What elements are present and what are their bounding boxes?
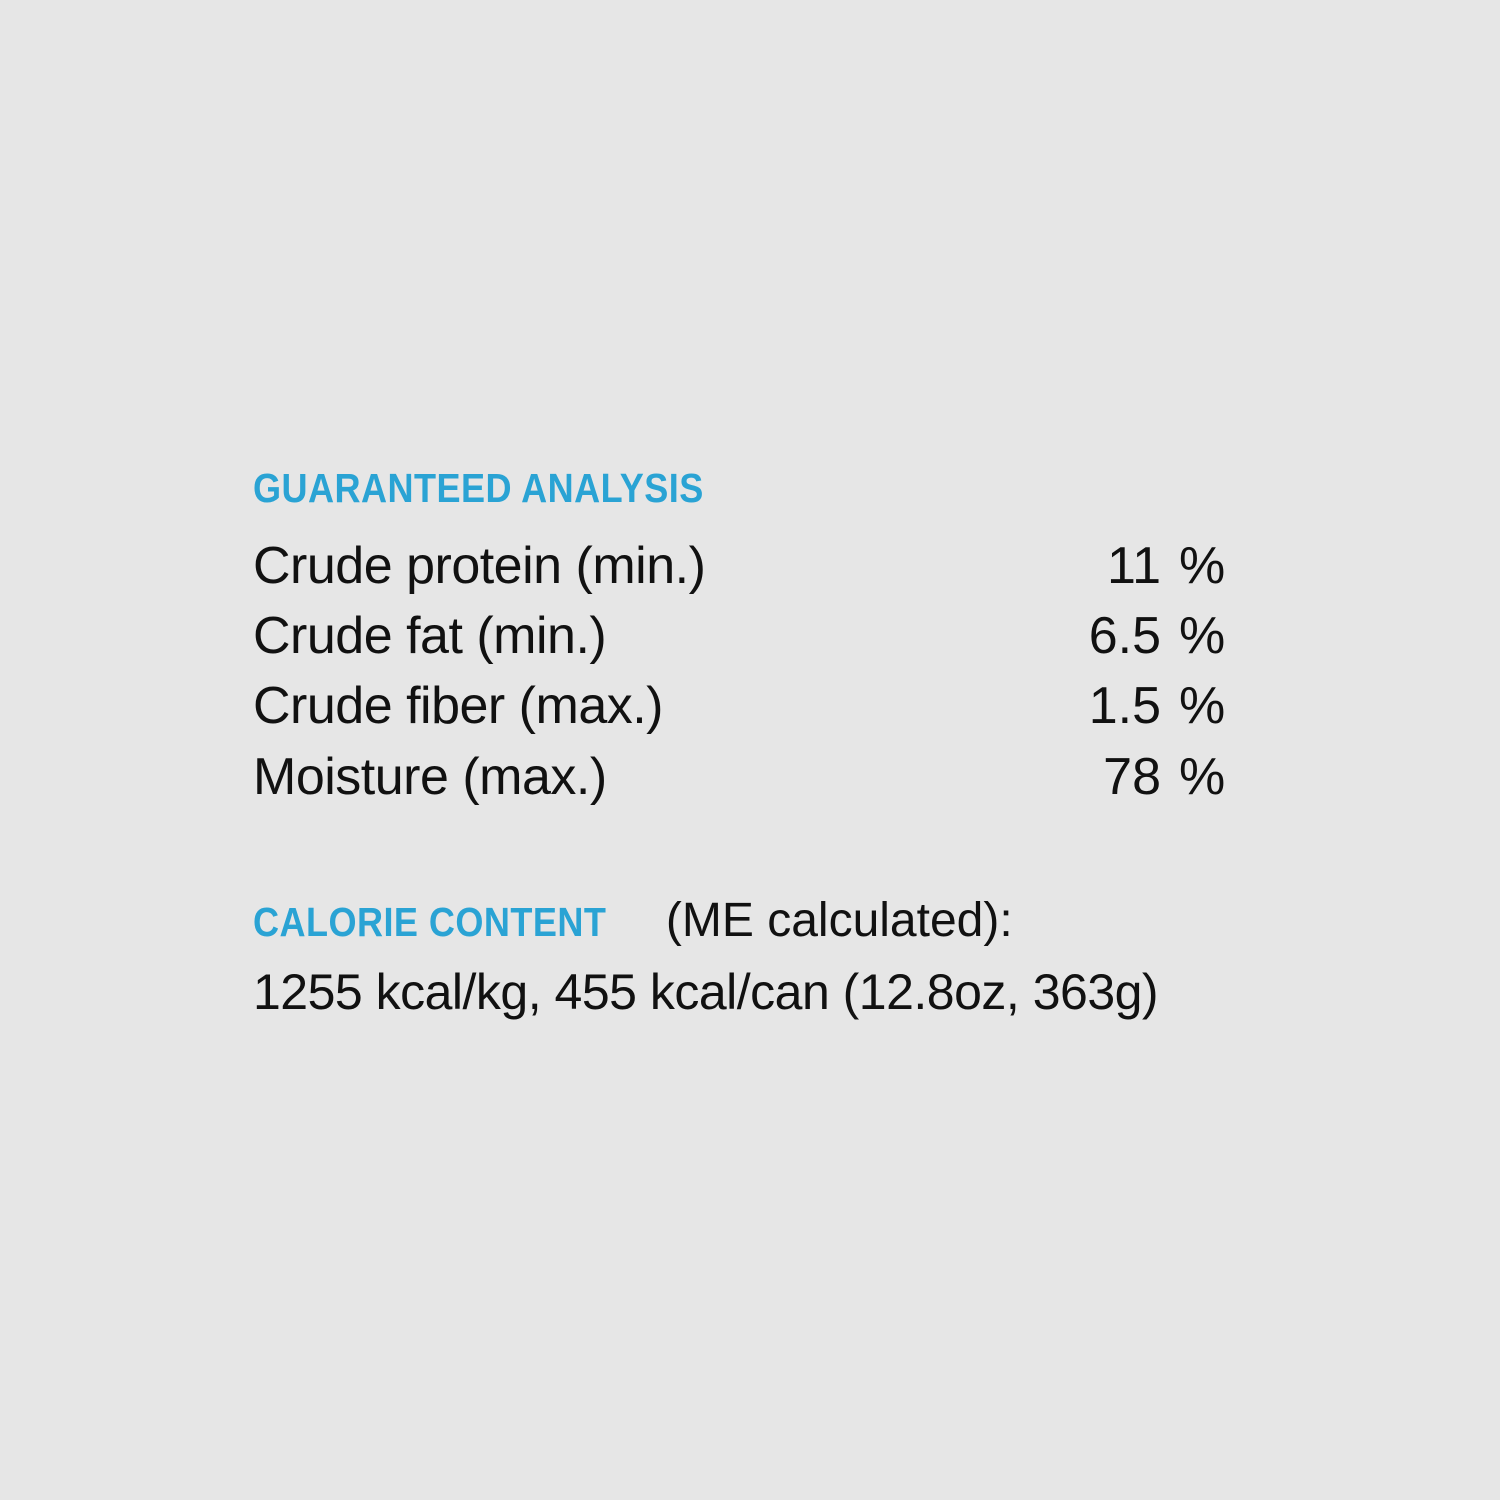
table-row	[253, 531, 1233, 601]
nutrient-unit: %	[1179, 677, 1226, 736]
calorie-content-label: CALORIE CONTENT	[253, 898, 607, 945]
table-row	[253, 671, 1233, 741]
nutrient-label: Crude fiber (max.)	[253, 677, 663, 736]
calorie-content-headline	[253, 890, 1253, 952]
nutrient-label: Moisture (max.)	[253, 747, 607, 806]
nutrient-unit: %	[1179, 537, 1226, 595]
calorie-content-suffix: (ME calculated):	[652, 893, 1013, 947]
table-row	[253, 601, 1233, 671]
nutrient-label: Crude fat (min.)	[253, 607, 607, 666]
nutrient-unit: %	[1179, 607, 1226, 666]
nutrient-label: Crude protein (min.)	[253, 537, 706, 595]
nutrient-unit: %	[1179, 747, 1226, 806]
table-row	[253, 742, 1233, 812]
nutrient-amount: 6.5	[1088, 607, 1161, 666]
nutrient-amount: 78	[1103, 747, 1161, 806]
guaranteed-analysis-table	[253, 531, 1233, 812]
calorie-content-values: 1255 kcal/kg, 455 kcal/can (12.8oz, 363g)	[253, 964, 1159, 1021]
nutrient-amount: 1.5	[1088, 677, 1161, 736]
guaranteed-analysis-heading: GUARANTEED ANALYSIS	[253, 465, 704, 511]
nutrition-panel	[253, 465, 1253, 1025]
calorie-content-block	[253, 890, 1253, 1025]
nutrient-amount: 11	[1107, 537, 1161, 595]
